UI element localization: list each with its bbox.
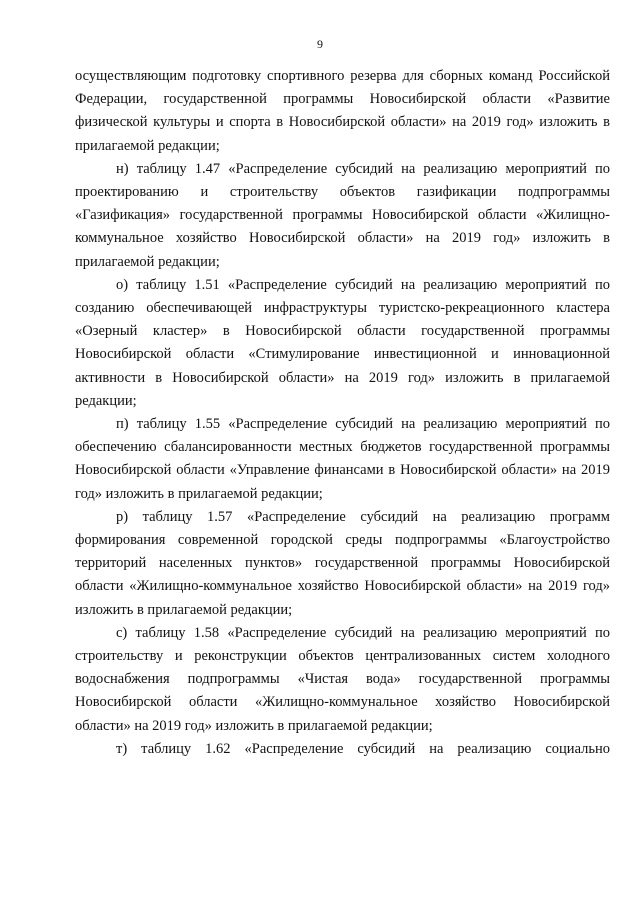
paragraph-item-s: с) таблицу 1.58 «Распределение субсидий на реализацию мероприятий по строительству и реконструкции объектов централизованных систем холодного водоснабжения подпрограммы «Чистая вода» государственной программы Новосибирской области «Жилищно-коммунальное хозяйство Новосибирской области» на 2019 год» изложить в прилагаемой редакции; [75,624,610,734]
paragraph-item-o: о) таблицу 1.51 «Распределение субсидий на реализацию мероприятий по созданию обеспечивающей инфраструктуры туристско-рекреационного кластера «Озерный кластер» в Новосибирской области государственной программы Новосибирской области «Стимулирование инвестиционной и инновационной активности в Новосибирской области» на 2019 год» изложить в прилагаемой редакции; [75,276,610,409]
page-number: 9 [317,37,323,51]
paragraph-item-t: т) таблицу 1.62 «Распределение субсидий на реализацию социально [116,740,610,757]
paragraph-item-r: р) таблицу 1.57 «Распределение субсидий на реализацию программ формирования современной городской среды подпрограммы «Благоустройство территорий населенных пунктов» государственной программы Новосибирской области «Жилищно-коммунальное хозяйство Новосибирской области» на 2019 год» изложить в прилагаемой редакции; [75,508,610,618]
paragraph-item-n: н) таблицу 1.47 «Распределение субсидий на реализацию мероприятий по проектированию и строительству объектов газификации подпрограммы «Газификация» государственной программы Новосибирской области «Жилищно-коммунальное хозяйство Новосибирской области» на 2019 год» изложить в прилагаемой редакции; [75,160,610,270]
document-body [75,65,610,761]
paragraph-continuation: осуществляющим подготовку спортивного резерва для сборных команд Российской Федерации, государственной программы Новосибирской области «Развитие физической культуры и спорта в Новосибирской области» на 2019 год» изложить в прилагаемой редакции; [75,68,610,154]
paragraph-item-p: п) таблицу 1.55 «Распределение субсидий на реализацию мероприятий по обеспечению сбалансированности местных бюджетов государственной программы Новосибирской области «Управление финансами в Новосибирской области» на 2019 год» изложить в прилагаемой редакции; [75,416,610,502]
